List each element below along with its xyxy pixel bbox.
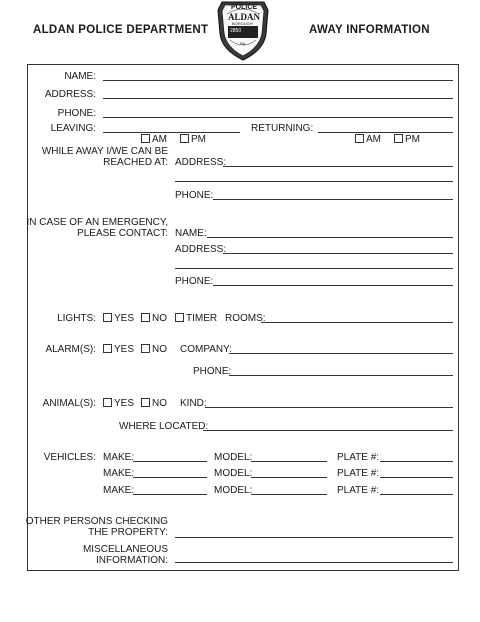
model-field-2[interactable] xyxy=(251,477,327,478)
no-label: NO xyxy=(152,313,167,324)
am-label: AM xyxy=(152,134,167,145)
plate-label: PLATE #: xyxy=(337,468,380,479)
leaving-label: LEAVING: xyxy=(50,123,96,134)
checkbox-icon xyxy=(175,313,184,322)
alarm-phone-field[interactable] xyxy=(229,375,453,376)
while-away-label-2: REACHED AT: xyxy=(103,157,168,168)
leaving-pm-option[interactable] xyxy=(180,134,206,145)
plate-label: PLATE #: xyxy=(337,452,380,463)
alarm-no-option[interactable] xyxy=(141,344,167,355)
lights-no-option[interactable] xyxy=(141,313,167,324)
company-label: COMPANY: xyxy=(180,344,233,355)
checkbox-icon xyxy=(103,398,112,407)
while-away-label-1: WHILE AWAY I/WE CAN BE xyxy=(41,146,168,157)
where-located-field[interactable] xyxy=(203,430,453,431)
returning-am-option[interactable] xyxy=(355,134,381,145)
contact-address-field[interactable] xyxy=(223,253,453,254)
no-label: NO xyxy=(152,398,167,409)
returning-label: RETURNING: xyxy=(251,123,314,134)
model-label: MODEL: xyxy=(214,452,253,463)
timer-label: TIMER xyxy=(186,313,218,324)
returning-pm-option[interactable] xyxy=(394,134,420,145)
am-label: AM xyxy=(366,134,381,145)
others-label-2: THE PROPERTY: xyxy=(88,527,168,538)
alarms-label: ALARM(S): xyxy=(45,344,96,355)
plate-field-1[interactable] xyxy=(380,461,453,462)
badge-code-text: 2850 xyxy=(230,28,242,34)
model-label: MODEL: xyxy=(214,485,253,496)
address-field[interactable] xyxy=(103,98,453,99)
badge-top-text: POLICE xyxy=(231,4,258,11)
others-label-1: OTHER PERSONS CHECKING xyxy=(25,516,168,527)
misc-field[interactable] xyxy=(175,562,453,563)
yes-label: YES xyxy=(114,398,135,409)
make-field-2[interactable] xyxy=(133,477,207,478)
emergency-label-2: PLEASE CONTACT: xyxy=(77,228,168,239)
lights-yes-option[interactable] xyxy=(103,313,134,324)
contact-address-label: ADDRESS: xyxy=(175,244,227,255)
leaving-field[interactable] xyxy=(103,132,240,133)
checkbox-icon xyxy=(355,134,364,143)
rooms-label: ROOMS: xyxy=(225,313,266,324)
yes-label: YES xyxy=(114,313,135,324)
form-title: AWAY INFORMATION xyxy=(309,24,430,36)
lights-label: LIGHTS: xyxy=(57,313,96,324)
checkbox-icon xyxy=(141,313,150,322)
checkbox-icon xyxy=(103,344,112,353)
animals-label: ANIMAL(S): xyxy=(42,398,96,409)
badge-state-text: PA xyxy=(240,41,246,46)
alarm-yes-option[interactable] xyxy=(103,344,134,355)
returning-field[interactable] xyxy=(318,132,453,133)
reach-phone-field[interactable] xyxy=(213,199,453,200)
make-label: MAKE: xyxy=(103,485,135,496)
reach-address-field[interactable] xyxy=(223,166,453,167)
model-label: MODEL: xyxy=(214,468,253,479)
pm-label: PM xyxy=(191,134,206,145)
misc-label-2: INFORMATION: xyxy=(95,555,168,566)
plate-field-3[interactable] xyxy=(380,494,453,495)
kind-field[interactable] xyxy=(205,407,453,408)
model-field-3[interactable] xyxy=(251,494,327,495)
reach-address-label: ADDRESS: xyxy=(175,157,227,168)
contact-phone-label: PHONE: xyxy=(175,276,214,287)
phone-label: PHONE: xyxy=(57,108,96,119)
yes-label: YES xyxy=(114,344,135,355)
name-label: NAME: xyxy=(64,71,96,82)
no-label: NO xyxy=(152,344,167,355)
where-located-label: WHERE LOCATED: xyxy=(119,421,209,432)
lights-timer-option[interactable] xyxy=(175,313,217,324)
badge-sub-text: BOROUGH xyxy=(232,21,253,26)
checkbox-icon xyxy=(103,313,112,322)
checkbox-icon xyxy=(141,398,150,407)
checkbox-icon xyxy=(141,344,150,353)
misc-label-1: MISCELLANEOUS xyxy=(82,544,168,555)
plate-field-2[interactable] xyxy=(380,477,453,478)
department-title: ALDAN POLICE DEPARTMENT xyxy=(33,24,209,36)
pm-label: PM xyxy=(405,134,420,145)
checkbox-icon xyxy=(141,134,150,143)
leaving-am-option[interactable] xyxy=(141,134,167,145)
others-field[interactable] xyxy=(175,537,453,538)
animal-yes-option[interactable] xyxy=(103,398,134,409)
model-field-1[interactable] xyxy=(251,461,327,462)
emergency-label-1: IN CASE OF AN EMERGENCY, xyxy=(26,217,168,228)
reach-address-field-2[interactable] xyxy=(175,181,453,182)
phone-field[interactable] xyxy=(103,117,453,118)
contact-phone-field[interactable] xyxy=(213,285,453,286)
checkbox-icon xyxy=(394,134,403,143)
police-badge-logo xyxy=(216,0,270,62)
vehicles-label: VEHICLES: xyxy=(43,452,96,463)
reach-phone-label: PHONE: xyxy=(175,190,214,201)
name-field[interactable] xyxy=(103,80,453,81)
make-field-3[interactable] xyxy=(133,494,207,495)
rooms-field[interactable] xyxy=(261,322,453,323)
company-field[interactable] xyxy=(229,353,453,354)
kind-label: KIND: xyxy=(180,398,207,409)
plate-label: PLATE #: xyxy=(337,485,380,496)
alarm-phone-label: PHONE: xyxy=(193,366,232,377)
animal-no-option[interactable] xyxy=(141,398,167,409)
badge-name-text: ALDAN xyxy=(228,12,261,22)
checkbox-icon xyxy=(180,134,189,143)
address-label: ADDRESS: xyxy=(44,89,96,100)
contact-address-field-2[interactable] xyxy=(175,268,453,269)
contact-name-field[interactable] xyxy=(207,237,453,238)
make-label: MAKE: xyxy=(103,468,135,479)
make-field-1[interactable] xyxy=(133,461,207,462)
make-label: MAKE: xyxy=(103,452,135,463)
contact-name-label: NAME: xyxy=(175,228,207,239)
